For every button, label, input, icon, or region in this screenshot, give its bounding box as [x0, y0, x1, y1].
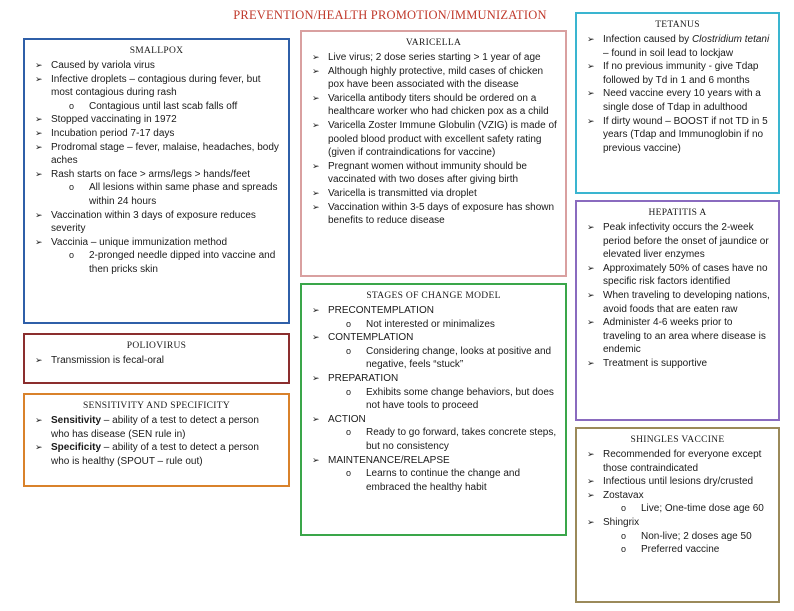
list-item: ➢ Pregnant women without immunity should be vaccinated with two doses after giving birth	[312, 160, 527, 186]
hepatitis-a-title: HEPATITIS A	[648, 208, 707, 218]
arrow-bullet-icon: ➢	[35, 73, 43, 84]
arrow-bullet-icon: ➢	[312, 187, 320, 198]
sub-list-item: o Live; One-time dose age 60	[621, 503, 764, 515]
shingles-vaccine-box	[575, 427, 780, 603]
list-item: ➢ CONTEMPLATION	[312, 332, 414, 344]
arrow-bullet-icon: ➢	[312, 201, 320, 212]
arrow-bullet-icon: ➢	[35, 127, 43, 138]
sub-list-item: o Ready to go forward, takes concrete steps, but no consistency	[346, 427, 557, 452]
circle-bullet-icon: o	[69, 250, 75, 261]
arrow-bullet-icon: ➢	[312, 52, 320, 62]
smallpox-box	[23, 38, 290, 324]
circle-bullet-icon: o	[69, 100, 75, 111]
circle-bullet-icon: o	[69, 182, 75, 193]
circle-bullet-icon: o	[621, 544, 627, 555]
arrow-bullet-icon: ➢	[587, 289, 595, 300]
list-item: ➢ Specificity – ability of a test to detect a person who is healthy (SPOUT – rule out)	[35, 442, 259, 467]
list-item: ➢ Infective droplets – contagious during fever, but most contagious during rash	[35, 73, 261, 99]
arrow-bullet-icon: ➢	[312, 65, 320, 76]
smallpox-title: SMALLPOX	[129, 46, 184, 56]
poliovirus-box	[23, 333, 290, 384]
arrow-bullet-icon: ➢	[312, 119, 320, 130]
arrow-bullet-icon: ➢	[35, 114, 43, 125]
list-item: ➢ MAINTENANCE/RELAPSE	[312, 454, 450, 466]
circle-bullet-icon: o	[346, 427, 352, 438]
arrow-bullet-icon: ➢	[587, 115, 595, 126]
list-item: ➢ Incubation period 7-17 days	[35, 127, 175, 139]
circle-bullet-icon: o	[621, 530, 627, 541]
arrow-bullet-icon: ➢	[587, 489, 595, 500]
stages-of-change-title: STAGES OF CHANGE MODEL	[366, 291, 501, 301]
circle-bullet-icon: o	[621, 503, 627, 514]
list-item: ➢ Although highly protective, mild cases of chicken pox have been associated with the disease	[312, 65, 544, 91]
list-item: ➢ PRECONTEMPLATION	[312, 305, 434, 316]
arrow-bullet-icon: ➢	[587, 262, 595, 273]
sub-list-item: o Learns to continue the change and embraced the healthy habit	[346, 468, 521, 493]
list-item: ➢ If dirty wound – BOOST if not TD in 5 years (Tdap and Immunoglobin if no previous vaccine)	[587, 115, 768, 154]
list-item: ➢ Varicella is transmitted via droplet	[312, 187, 477, 199]
arrow-bullet-icon: ➢	[35, 60, 43, 70]
arrow-bullet-icon: ➢	[312, 92, 320, 103]
circle-bullet-icon: o	[346, 318, 352, 329]
list-item: ➢ If no previous immunity - give Tdap followed by Td in 1 and 6 months	[587, 61, 759, 86]
tetanus-box	[575, 12, 780, 194]
list-item: ➢ Infectious until lesions dry/crusted	[587, 476, 754, 488]
list-item: ➢ Need vaccine every 10 years with a single dose of Tdap in adulthood	[587, 88, 761, 113]
list-item: ➢ Rash starts on face > arms/legs > hands/feet	[35, 168, 250, 180]
list-item: ➢ Sensitivity – ability of a test to detect a person who has disease (SEN rule in)	[35, 415, 259, 440]
list-item: ➢ PREPARATION	[312, 372, 399, 384]
list-item: ➢ Stopped vaccinating in 1972	[35, 114, 177, 126]
arrow-bullet-icon: ➢	[312, 454, 320, 465]
arrow-bullet-icon: ➢	[587, 222, 595, 232]
arrow-bullet-icon: ➢	[312, 305, 320, 315]
sub-list-item: o Not interested or minimalizes	[346, 318, 495, 330]
arrow-bullet-icon: ➢	[312, 413, 320, 424]
circle-bullet-icon: o	[346, 345, 352, 356]
arrow-bullet-icon: ➢	[312, 372, 320, 383]
sub-list-item: o Non-live; 2 doses age 50	[621, 530, 752, 542]
sub-list-item: o All lesions within same phase and spreads within 24 hours	[69, 182, 278, 207]
arrow-bullet-icon: ➢	[587, 88, 595, 99]
arrow-bullet-icon: ➢	[35, 355, 43, 365]
list-item: ➢ Administer 4-6 weeks prior to traveling to an area where disease is endemic	[587, 317, 766, 356]
page-title: PREVENTION/HEALTH PROMOTION/IMMUNIZATION	[233, 8, 547, 22]
arrow-bullet-icon: ➢	[587, 34, 595, 44]
sensitivity-specificity-title: SENSITIVITY AND SPECIFICITY	[82, 401, 231, 411]
poliovirus-title: POLIOVIRUS	[126, 341, 187, 351]
sub-list-item: o Preferred vaccine	[621, 544, 720, 556]
arrow-bullet-icon: ➢	[35, 442, 43, 453]
hepatitis-a-box	[575, 200, 780, 421]
arrow-bullet-icon: ➢	[312, 160, 320, 171]
arrow-bullet-icon: ➢	[35, 168, 43, 179]
arrow-bullet-icon: ➢	[35, 141, 43, 152]
tetanus-title: TETANUS	[655, 20, 700, 30]
sensitivity-term: Sensitivity	[51, 415, 102, 426]
arrow-bullet-icon: ➢	[312, 332, 320, 343]
list-item: ➢ Recommended for everyone except those contraindicated	[587, 449, 762, 474]
list-item: ➢ Varicella antibody titers should be ordered on a healthcare worker who had chicken pox as a child	[312, 92, 549, 118]
list-item: ➢ Caused by variola virus	[35, 60, 155, 71]
list-item: ➢ Prodromal stage – fever, malaise, headaches, body aches	[35, 141, 279, 167]
list-item: ➢ Infection caused by Clostridium tetani – found in soil lead to lockjaw	[587, 34, 770, 59]
list-item: ➢ Live virus; 2 dose series starting > 1 year of age	[312, 52, 541, 63]
list-item: ➢ Peak infectivity occurs the 2-week period before the onset of jaundice or elevated liver enzymes	[587, 222, 769, 261]
arrow-bullet-icon: ➢	[35, 236, 43, 247]
arrow-bullet-icon: ➢	[587, 516, 595, 527]
sub-list-item: o Considering change, looks at positive and negative, feels “stuck”	[346, 345, 552, 371]
arrow-bullet-icon: ➢	[587, 61, 595, 72]
varicella-title: VARICELLA	[405, 38, 462, 48]
list-item: ➢ ACTION	[312, 413, 366, 425]
arrow-bullet-icon: ➢	[587, 449, 595, 459]
list-item: ➢ Vaccination within 3-5 days of exposure has shown benefits to reduce disease	[312, 201, 555, 227]
arrow-bullet-icon: ➢	[35, 209, 43, 220]
list-item: ➢ Varicella Zoster Immune Globulin (VZIG) is made of pooled blood product with excellent safety rating (given if contraindications for vaccine)	[312, 119, 557, 159]
list-item: ➢ Approximately 50% of cases have no specific risk factors identified	[587, 262, 768, 288]
circle-bullet-icon: o	[346, 468, 352, 479]
list-item: ➢ Shingrix	[587, 516, 640, 528]
specificity-term: Specificity	[51, 442, 102, 454]
sub-list-item: o 2-pronged needle dipped into vaccine and then pricks skin	[69, 250, 276, 275]
list-item: ➢ Vaccination within 3 days of exposure reduces severity	[35, 209, 256, 235]
list-item: ➢ When traveling to developing nations, avoid foods that are eaten raw	[587, 289, 770, 315]
arrow-bullet-icon: ➢	[35, 415, 43, 425]
sensitivity-specificity-box	[23, 393, 290, 487]
list-item: ➢ Transmission is fecal-oral	[35, 355, 164, 366]
arrow-bullet-icon: ➢	[587, 357, 595, 368]
sub-list-item: o Exhibits some change behaviors, but does not have tools to proceed	[346, 386, 554, 412]
stages-of-change-box	[300, 283, 567, 536]
shingles-vaccine-title: SHINGLES VACCINE	[630, 435, 725, 445]
circle-bullet-icon: o	[346, 386, 352, 397]
list-item: ➢ Vaccinia – unique immunization method	[35, 236, 228, 248]
organism-name: Clostridium tetani	[691, 34, 770, 45]
arrow-bullet-icon: ➢	[587, 317, 595, 328]
list-item: ➢ Treatment is supportive	[587, 357, 708, 369]
sub-list-item: o Contagious until last scab falls off	[69, 100, 238, 112]
varicella-box	[300, 30, 567, 277]
list-item: ➢ Zostavax	[587, 489, 644, 501]
arrow-bullet-icon: ➢	[587, 476, 595, 487]
